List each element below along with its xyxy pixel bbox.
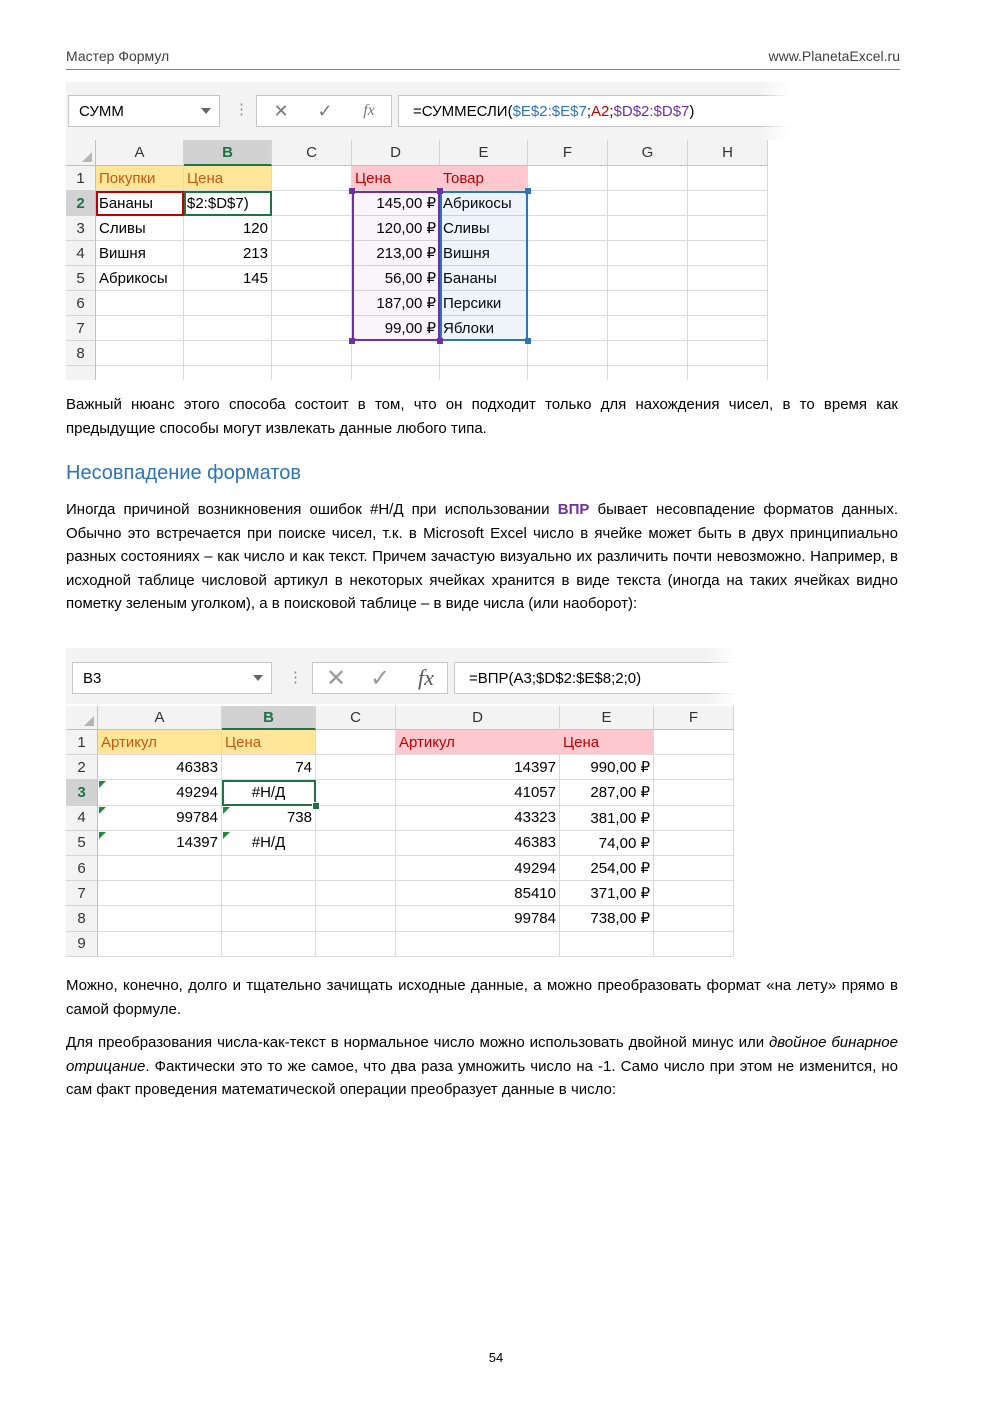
cell[interactable]: [608, 241, 688, 266]
cell[interactable]: [688, 191, 768, 216]
row-header-9[interactable]: 9: [66, 932, 98, 957]
cell[interactable]: [608, 166, 688, 191]
cell-b4[interactable]: 738: [222, 806, 316, 831]
cell-b5[interactable]: #Н/Д: [222, 831, 316, 856]
cell[interactable]: [98, 932, 222, 957]
more-dots-icon: ⋮: [234, 101, 249, 118]
cell-a4[interactable]: 99784: [98, 806, 222, 831]
cell-b2[interactable]: 74: [222, 755, 316, 780]
row-header-7[interactable]: 7: [66, 881, 98, 906]
active-cell-b3: [222, 780, 316, 805]
column-header-e[interactable]: E: [560, 706, 654, 730]
ref-box-e2-e7: [440, 191, 528, 341]
cell[interactable]: [222, 932, 316, 957]
paragraph-4-start: Для преобразования числа-как-текст в нормальное число можно использовать двойной минус или: [66, 1034, 769, 1051]
fill-handle[interactable]: [312, 802, 320, 810]
cell[interactable]: [654, 906, 734, 931]
cell[interactable]: [528, 241, 608, 266]
section-heading: Несовпадение форматов: [66, 462, 301, 484]
cell-d7[interactable]: 85410: [396, 881, 560, 906]
cell-e8[interactable]: 738,00 ₽: [560, 906, 654, 931]
vlookup-keyword: ВПР: [557, 501, 590, 518]
paragraph-2: [66, 498, 898, 616]
cell-d4[interactable]: 213,00 ₽: [352, 241, 440, 266]
text-number-indicator-icon: [99, 832, 106, 839]
formula-part: ;: [609, 102, 614, 120]
text-number-indicator-icon: [99, 807, 106, 814]
text-number-indicator-icon: [223, 807, 230, 814]
row-header-6[interactable]: 6: [66, 856, 98, 881]
column-header-f[interactable]: F: [654, 706, 734, 730]
cell[interactable]: [688, 166, 768, 191]
cell[interactable]: [272, 366, 352, 380]
column-header-g[interactable]: G: [608, 140, 688, 166]
cell[interactable]: [184, 341, 272, 366]
row-header-7[interactable]: 7: [66, 316, 96, 341]
cell[interactable]: [688, 241, 768, 266]
column-header-d[interactable]: D: [396, 706, 560, 730]
ref-corner-handle[interactable]: [437, 338, 443, 344]
cell[interactable]: [654, 780, 734, 805]
header-left: Мастер Формул: [66, 48, 170, 64]
cell[interactable]: [560, 932, 654, 957]
cell[interactable]: [316, 856, 396, 881]
cell-e4[interactable]: 381,00 ₽: [560, 806, 654, 831]
cell[interactable]: [528, 366, 608, 380]
column-header-a[interactable]: A: [98, 706, 222, 730]
cell[interactable]: [272, 316, 352, 341]
row-header-1[interactable]: 1: [66, 730, 98, 755]
row-header-8[interactable]: 8: [66, 341, 96, 366]
paragraph-4: [66, 1031, 898, 1102]
name-box[interactable]: [72, 662, 272, 694]
cell-b3[interactable]: #Н/Д: [222, 780, 316, 805]
cell-d3[interactable]: 120,00 ₽: [352, 216, 440, 241]
cell[interactable]: [528, 316, 608, 341]
cell-d6[interactable]: 187,00 ₽: [352, 291, 440, 316]
column-header-h[interactable]: H: [688, 140, 768, 166]
cell[interactable]: [184, 291, 272, 316]
cell-e5[interactable]: Бананы: [440, 266, 528, 291]
cell[interactable]: [654, 831, 734, 856]
cell[interactable]: [528, 291, 608, 316]
cell[interactable]: [608, 341, 688, 366]
cell-e3[interactable]: Сливы: [440, 216, 528, 241]
cell[interactable]: [96, 316, 184, 341]
cell[interactable]: [688, 366, 768, 380]
header-rule: [66, 69, 900, 70]
cell[interactable]: [272, 166, 352, 191]
ref-corner-handle[interactable]: [437, 188, 443, 194]
cell[interactable]: [608, 266, 688, 291]
cell[interactable]: [222, 906, 316, 931]
cell-e1[interactable]: Цена: [560, 730, 654, 755]
cell-e2[interactable]: Абрикосы: [440, 191, 528, 216]
column-header-b[interactable]: B: [184, 140, 272, 166]
cell-d1[interactable]: Цена: [352, 166, 440, 191]
paragraph-2-rest: бывает несовпадение форматов данных. Обычно это встречается при поиске чисел, т.к. в Microsoft Excel число в ячейке может быть в двух принципиально разных состояниях – как число и как текст. Причем зачастую визуально их различить почти невозможно. Например, в исходной таблице числовой артикул в некоторых ячейках хранится в виде текста (иногда на таких ячейках видно пометку зеленым уголком), а в поисковой таблице – в виде числа (или наоборот):: [66, 501, 898, 612]
formula-input[interactable]: [398, 95, 790, 127]
cell-a5[interactable]: 14397: [98, 831, 222, 856]
column-header-c[interactable]: C: [316, 706, 396, 730]
cell[interactable]: [316, 906, 396, 931]
formula-part: $D$2:$D$7: [613, 102, 690, 120]
cell[interactable]: [316, 831, 396, 856]
cell[interactable]: [528, 216, 608, 241]
cell-e2[interactable]: 990,00 ₽: [560, 755, 654, 780]
cell[interactable]: [688, 341, 768, 366]
cell[interactable]: [688, 266, 768, 291]
cell-d6[interactable]: 49294: [396, 856, 560, 881]
row-header-4[interactable]: 4: [66, 241, 96, 266]
cell-b1[interactable]: Цена: [184, 166, 272, 191]
formula-input[interactable]: =ВПР(A3;$D$2:$E$8;2;0): [454, 662, 736, 694]
row-header-partial: [66, 366, 96, 380]
cell[interactable]: [272, 341, 352, 366]
cell[interactable]: [396, 932, 560, 957]
cell[interactable]: [654, 755, 734, 780]
row-header-6[interactable]: 6: [66, 291, 96, 316]
cell[interactable]: [272, 241, 352, 266]
active-cell-b2: [184, 191, 272, 216]
name-box-value: B3: [83, 669, 102, 687]
cell[interactable]: [272, 191, 352, 216]
paragraph-1: Важный нюанс этого способа состоит в том, что он подходит только для нахождения чисел, в то время как предыдущие способы могут извлекать данные любого типа.: [66, 396, 898, 437]
ref-corner-handle[interactable]: [525, 338, 531, 344]
cell-b3[interactable]: 120: [184, 216, 272, 241]
formula-part: =СУММЕСЛИ(: [413, 102, 513, 120]
cell-a1[interactable]: Покупки: [96, 166, 184, 191]
chevron-down-icon[interactable]: [253, 675, 263, 681]
column-header-c[interactable]: C: [272, 140, 352, 166]
cell[interactable]: [608, 216, 688, 241]
row-header-2[interactable]: 2: [66, 191, 96, 216]
row-header-5[interactable]: 5: [66, 831, 98, 856]
paragraph-2-start: Иногда причиной возникновения ошибок #Н/Д при использовании: [66, 501, 558, 518]
cell-d2[interactable]: 14397: [396, 755, 560, 780]
excel-screenshot-1: [66, 82, 790, 380]
cancel-icon[interactable]: ✕: [273, 100, 289, 121]
name-box-value: СУММ: [79, 102, 124, 120]
cell-a3[interactable]: 49294: [98, 780, 222, 805]
cell-b5[interactable]: 145: [184, 266, 272, 291]
row-header-3[interactable]: 3: [66, 780, 98, 805]
ref-corner-handle[interactable]: [349, 338, 355, 344]
cell[interactable]: [98, 881, 222, 906]
cell-a2[interactable]: 46383: [98, 755, 222, 780]
cell[interactable]: [316, 932, 396, 957]
insert-function-icon[interactable]: fx: [418, 665, 434, 690]
chevron-down-icon[interactable]: [201, 108, 211, 114]
ref-box-d2-d7: [352, 191, 440, 341]
cell[interactable]: [316, 806, 396, 831]
cell-e1[interactable]: Товар: [440, 166, 528, 191]
cell[interactable]: [352, 341, 440, 366]
formula-part: ): [689, 102, 695, 120]
ref-corner-handle[interactable]: [349, 188, 355, 194]
cell[interactable]: [184, 316, 272, 341]
cell[interactable]: [98, 906, 222, 931]
insert-function-icon[interactable]: fx: [363, 102, 375, 119]
cell-d5[interactable]: 56,00 ₽: [352, 266, 440, 291]
cell-e5[interactable]: 74,00 ₽: [560, 831, 654, 856]
cell[interactable]: [316, 780, 396, 805]
header-right: www.PlanetaExcel.ru: [768, 48, 900, 64]
cell-d5[interactable]: 46383: [396, 831, 560, 856]
cell-e6[interactable]: 254,00 ₽: [560, 856, 654, 881]
column-header-a[interactable]: A: [96, 140, 184, 166]
cell-a2[interactable]: Бананы: [96, 191, 184, 216]
more-dots-icon: ⋮: [288, 669, 303, 686]
cell[interactable]: [184, 366, 272, 380]
enter-check-icon[interactable]: ✓: [317, 100, 333, 121]
cell[interactable]: [440, 341, 528, 366]
column-header-d[interactable]: D: [352, 140, 440, 166]
page-number: 54: [488, 1350, 504, 1365]
row-header-1[interactable]: 1: [66, 166, 96, 191]
column-header-f[interactable]: F: [528, 140, 608, 166]
cell[interactable]: [608, 316, 688, 341]
row-header-8[interactable]: 8: [66, 906, 98, 931]
row-header-5[interactable]: 5: [66, 266, 96, 291]
row-header-3[interactable]: 3: [66, 216, 96, 241]
cell-e7[interactable]: Яблоки: [440, 316, 528, 341]
cell-a3[interactable]: Сливы: [96, 216, 184, 241]
formula-buttons: [312, 662, 448, 694]
cell-d8[interactable]: 99784: [396, 906, 560, 931]
cell[interactable]: [352, 366, 440, 380]
cell[interactable]: [272, 291, 352, 316]
cell-b4[interactable]: 213: [184, 241, 272, 266]
formula-buttons: [256, 95, 392, 127]
cell-a5[interactable]: Абрикосы: [96, 266, 184, 291]
formula-part: $E$2:$E$7: [512, 102, 587, 120]
cell[interactable]: [316, 730, 396, 755]
select-all-corner[interactable]: [66, 706, 98, 730]
row-header-4[interactable]: 4: [66, 806, 98, 831]
select-all-corner[interactable]: [66, 140, 96, 166]
formula-part: A2: [590, 102, 610, 120]
cell[interactable]: [688, 316, 768, 341]
cell[interactable]: [608, 366, 688, 380]
text-number-indicator-icon: [223, 832, 230, 839]
paragraph-4-term: двойное бинарное отрицание: [66, 1034, 898, 1075]
cell[interactable]: [222, 881, 316, 906]
cell[interactable]: [272, 216, 352, 241]
ref-corner-handle[interactable]: [525, 188, 531, 194]
cell[interactable]: [96, 341, 184, 366]
column-header-e[interactable]: E: [440, 140, 528, 166]
cell[interactable]: [654, 856, 734, 881]
cell-e7[interactable]: 371,00 ₽: [560, 881, 654, 906]
paragraph-3: Можно, конечно, долго и тщательно зачищать исходные данные, а можно преобразовать формат «на лету» прямо в самой формуле.: [66, 977, 898, 1018]
paragraph-4-rest: . Фактически это то же самое, что два раза умножить число на -1. Само число при этом не изменится, но сам факт проведения математической операции преобразует данные в число:: [66, 1057, 898, 1098]
cell[interactable]: [528, 266, 608, 291]
formula-part: ;: [586, 102, 591, 120]
row-header-2[interactable]: 2: [66, 755, 98, 780]
cell[interactable]: [440, 366, 528, 380]
cell[interactable]: [688, 291, 768, 316]
cell[interactable]: [96, 366, 184, 380]
cell-b2[interactable]: $2:$D$7): [184, 191, 272, 216]
cell[interactable]: [528, 166, 608, 191]
excel-screenshot-2: [66, 648, 736, 958]
cell[interactable]: [272, 266, 352, 291]
cell[interactable]: [654, 806, 734, 831]
cell-a1[interactable]: Артикул: [98, 730, 222, 755]
cell[interactable]: [608, 291, 688, 316]
cell[interactable]: [654, 932, 734, 957]
cell[interactable]: [316, 881, 396, 906]
name-box[interactable]: [68, 95, 220, 127]
cell-e6[interactable]: Персики: [440, 291, 528, 316]
cell-d3[interactable]: 41057: [396, 780, 560, 805]
cell-d7[interactable]: 99,00 ₽: [352, 316, 440, 341]
ref-box-a2: [96, 191, 184, 216]
cell-b1[interactable]: Цена: [222, 730, 316, 755]
cell-d4[interactable]: 43323: [396, 806, 560, 831]
text-number-indicator-icon: [99, 781, 106, 788]
cell[interactable]: [222, 856, 316, 881]
cell-e4[interactable]: Вишня: [440, 241, 528, 266]
cell[interactable]: [98, 856, 222, 881]
cell[interactable]: [316, 755, 396, 780]
cell[interactable]: [96, 291, 184, 316]
cell-e3[interactable]: 287,00 ₽: [560, 780, 654, 805]
cell[interactable]: [608, 191, 688, 216]
cell-d1[interactable]: Артикул: [396, 730, 560, 755]
cell[interactable]: [688, 216, 768, 241]
enter-check-icon[interactable]: ✓: [369, 664, 391, 692]
cell[interactable]: [654, 730, 734, 755]
column-header-b[interactable]: B: [222, 706, 316, 730]
cancel-icon[interactable]: ✕: [325, 664, 347, 692]
cell[interactable]: [528, 191, 608, 216]
cell-d2[interactable]: 145,00 ₽: [352, 191, 440, 216]
cell[interactable]: [654, 881, 734, 906]
cell[interactable]: [528, 341, 608, 366]
cell-a4[interactable]: Вишня: [96, 241, 184, 266]
